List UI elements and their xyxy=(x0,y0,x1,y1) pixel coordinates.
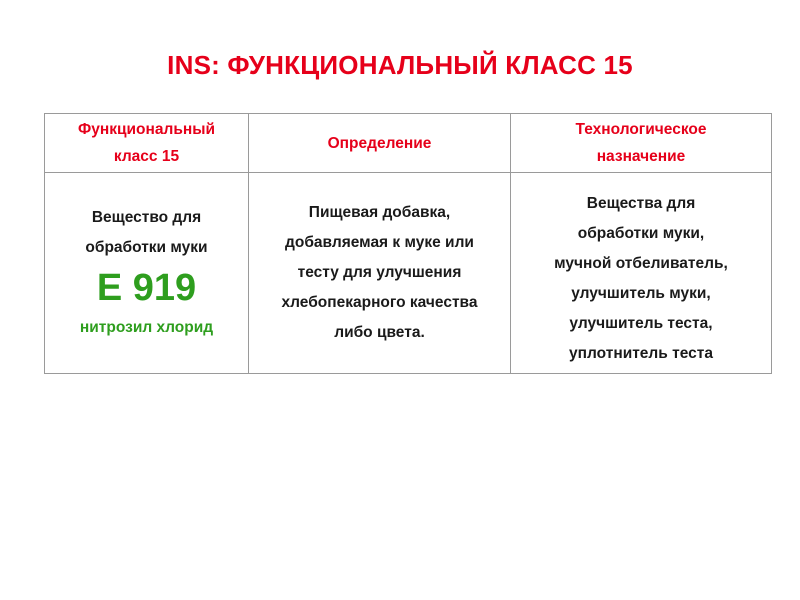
e-number-code: Е 919 xyxy=(96,267,197,309)
definition-line-1: Пищевая добавка, xyxy=(308,204,451,221)
header-functional-class-line-1: Функциональный xyxy=(78,121,215,138)
header-functional-class xyxy=(45,114,249,173)
header-definition-line-1: Определение xyxy=(327,134,432,152)
header-definition xyxy=(249,114,511,173)
definition-line-2: добавляемая к муке или xyxy=(285,234,474,251)
purpose-line-3: мучной отбеливатель, xyxy=(554,255,728,272)
page-title: INS: ФУНКЦИОНАЛЬНЫЙ КЛАСС 15 xyxy=(167,50,633,80)
definition-line-5: либо цвета. xyxy=(334,324,425,341)
purpose-line-2: обработки муки, xyxy=(577,225,705,242)
purpose-line-6: уплотнитель теста xyxy=(569,345,713,362)
header-technological-purpose-line-1: Технологическое xyxy=(575,121,707,138)
definition-line-3: тесту для улучшения xyxy=(297,264,462,281)
header-row xyxy=(45,114,772,173)
cell-technological-purpose xyxy=(511,173,772,374)
purpose-line-5: улучшитель теста, xyxy=(569,315,713,332)
table-row xyxy=(45,173,772,374)
purpose-line-4: улучшитель муки, xyxy=(571,285,711,302)
cell-functional-class xyxy=(45,173,249,374)
header-technological-purpose-line-2: назначение xyxy=(596,148,686,165)
info-table xyxy=(44,113,772,374)
substance-description-line-1: Вещество для xyxy=(91,209,202,226)
header-technological-purpose xyxy=(511,114,772,173)
definition-line-4: хлебопекарного качества xyxy=(281,294,478,311)
cell-definition xyxy=(249,173,511,374)
substance-name: нитрозил хлорид xyxy=(79,319,214,336)
header-functional-class-line-2: класс 15 xyxy=(113,148,180,165)
substance-description-line-2: обработки муки xyxy=(85,239,208,256)
purpose-line-1: Вещества для xyxy=(586,195,696,212)
